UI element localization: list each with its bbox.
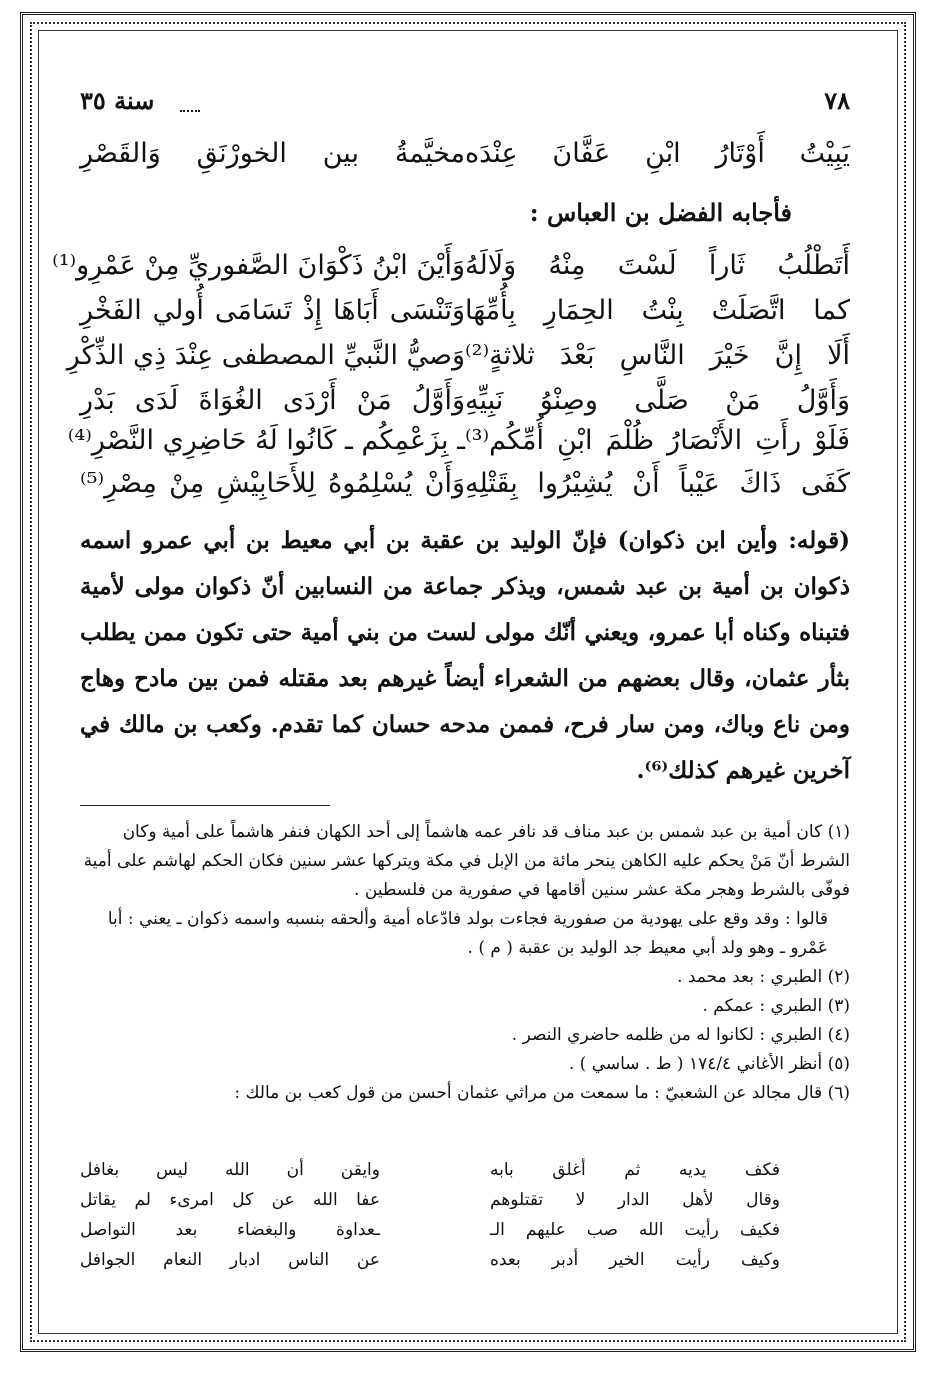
poem-verse [80,468,850,514]
verse-second-hemistich: وَأَوَّلُ مَنْ أَرْدَى الغُوَاةَ لَدَى بَدْرِ [80,385,465,416]
verse-second-hemistich: عفا الله عن كل امرىء لم يقاتل [80,1190,380,1210]
verse-second-hemistich: عن الناس ادبار النعام الجوافل [80,1250,380,1270]
footnote-item: (٦) قال مجالد عن الشعبيّ : ما سمعت من مراثي عثمان أحسن من قول كعب بن مالك : [234,1083,850,1103]
footnotes [80,818,850,1108]
verse-first-hemistich: وقال لأهل الدار لا تقتلوهم [490,1190,780,1210]
footnote-item: (٣) الطبري : عمكم . [702,996,850,1016]
commentary-paragraph [80,518,850,794]
running-header [80,86,850,126]
verse-second-hemistich: وَتَنْسَى أَبَاهَا إِذْ تَسَامَى أُولي الفَخْرِ [80,295,465,326]
verse-second-hemistich: وَأَيْنَ ابْنُ ذَكْوَانَ الصَّفوريِّ مِنْ عَمْرِو⁽¹⁾ [52,250,465,281]
verse-second-hemistich: وايقن أن الله ليس بغافل [80,1160,380,1180]
footnote-item: (٤) الطبري : لكانوا له من ظلمه حاضري النصر . [511,1025,850,1045]
verse-second-hemistich: وَصيُّ النَّبيِّ المصطفى عِنْدَ ذِي الذِّكْرِ [66,340,465,371]
verse-second-hemistich: وَأَنْ يُسْلِمُوهُ لِلأَحَابِيْشِ مِنْ مِصْرِ⁽⁵⁾ [80,468,465,499]
footnote-poem-verse [80,1160,850,1190]
footnote-poem-verse [80,1190,850,1220]
page-content [52,70,850,1310]
verse-second-hemistich: ـ بِزَعْمِكُم ـ كَانُوا لَهُ حَاضِرِي النَّصْرِ⁽⁴⁾ [67,425,465,456]
poem-verse [52,250,850,296]
poem-verse [80,295,850,341]
verse-first-hemistich: وَأَوَّلُ مَنْ صَلَّى وصِنْوُ نَبِيِّهِ [465,385,850,416]
verse-first-hemistich: يَبِيْتُ أَوْتَارُ ابْنِ عَفَّانَ عِنْدَه [465,138,850,169]
poem-verse [67,425,850,471]
verse-first-hemistich: كما اتَّصَلَتْ بِنْتُ الحِمَارِ بِأُمِّهَا [465,295,850,326]
running-year: سنة ٣٥ [80,86,155,115]
verse-first-hemistich: فكف يديه ثم أغلق بابه [490,1160,780,1180]
poem-verse [66,340,850,386]
footnote-poem-verse [80,1250,850,1280]
verse-second-hemistich: مخيَّمةُ بين الخورْنَقِ وَالقَصْرِ [80,138,465,169]
header-dots [180,110,200,112]
opening-verse [80,138,850,184]
reply-intro: فأجابه الفضل بن العباس : [529,198,792,227]
verse-first-hemistich: فكيف رأيت الله صب عليهم الـ [490,1220,780,1240]
footnote-poem-verse [80,1220,850,1250]
verse-second-hemistich: ـعداوة والبغضاء بعد التواصل [80,1220,380,1240]
verse-first-hemistich: كَفَى ذَاكَ عَيْباً أَنْ يُشِيْرُوا بِقَتْلِهِ [465,468,850,499]
verse-first-hemistich: فَلَوْ رأَتِ الأَنْصَارُ ظُلْمَ ابْنِ أُمِّكُم⁽³⁾ [465,425,850,456]
commentary-reference: (قوله: وأين ابن ذكوان) [617,527,850,554]
commentary-text: فإنّ الوليد بن عقبة بن أبي معيط بن أبي عمرو اسمه ذكوان بن أمية بن عبد شمس، ويذكر جماعة من النسابين أنّ ذكوان مولى لأمية فتبناه وكناه أبا عمرو، ويعني أنّك مولى لست من بني أمية حتى تكون ممن يطلب بثأر عثمان، وقال بعضهم من الشعراء أيضاً غيرهم بعد مقتله فمن بين مادح وهاج ومن ناع وباك، ومن سار فرح، فممن مدحه حسان كما تقدم. وكعب بن مالك في آخرين غيرهم كذلك⁽⁶⁾. [80,527,850,784]
verse-first-hemistich: وكيف رأيت الخير أدبر بعده [490,1250,780,1270]
footnote-item: (٢) الطبري : بعد محمد . [677,967,850,987]
verse-first-hemistich: أَتَطْلُبُ ثَاراً لَسْتَ مِنْهُ وَلَالَهُ [465,250,850,281]
footnote-item: قالوا : وقد وقع على يهودية من صفورية فجاءت بولد فادّعاه أمية وألحقه بنسبه واسمه ذكوان ـ يعني : أبا عَمْرو ـ وهو ولد أبي معيط جد الوليد بن عقبة ( م ) . [107,909,828,958]
footnote-item: (٥) أنظر الأغاني ١٧٤/٤ ( ط . ساسي ) . [568,1054,850,1074]
verse-first-hemistich: أَلَا إِنَّ خَيْرَ النَّاسِ بَعْدَ ثلاثةٍ⁽²⁾ [465,340,850,371]
footnote-item: (١) كان أمية بن عبد شمس بن عبد مناف قد نافر عمه هاشماً إلى أحد الكهان فنفر هاشماً على أمية وكان الشرط أنّ مَنْ يحكم عليه الكاهن ينحر مائة من الإبل في مكة ويتركها عشر سنين فكان الحكم لهاشم على أمية فوفّى بالشرط وهجر مكة عشر سنين أقامها في صفورية من فلسطين . [83,822,850,900]
footnote-separator [80,805,330,806]
page-number: ٧٨ [824,86,850,115]
